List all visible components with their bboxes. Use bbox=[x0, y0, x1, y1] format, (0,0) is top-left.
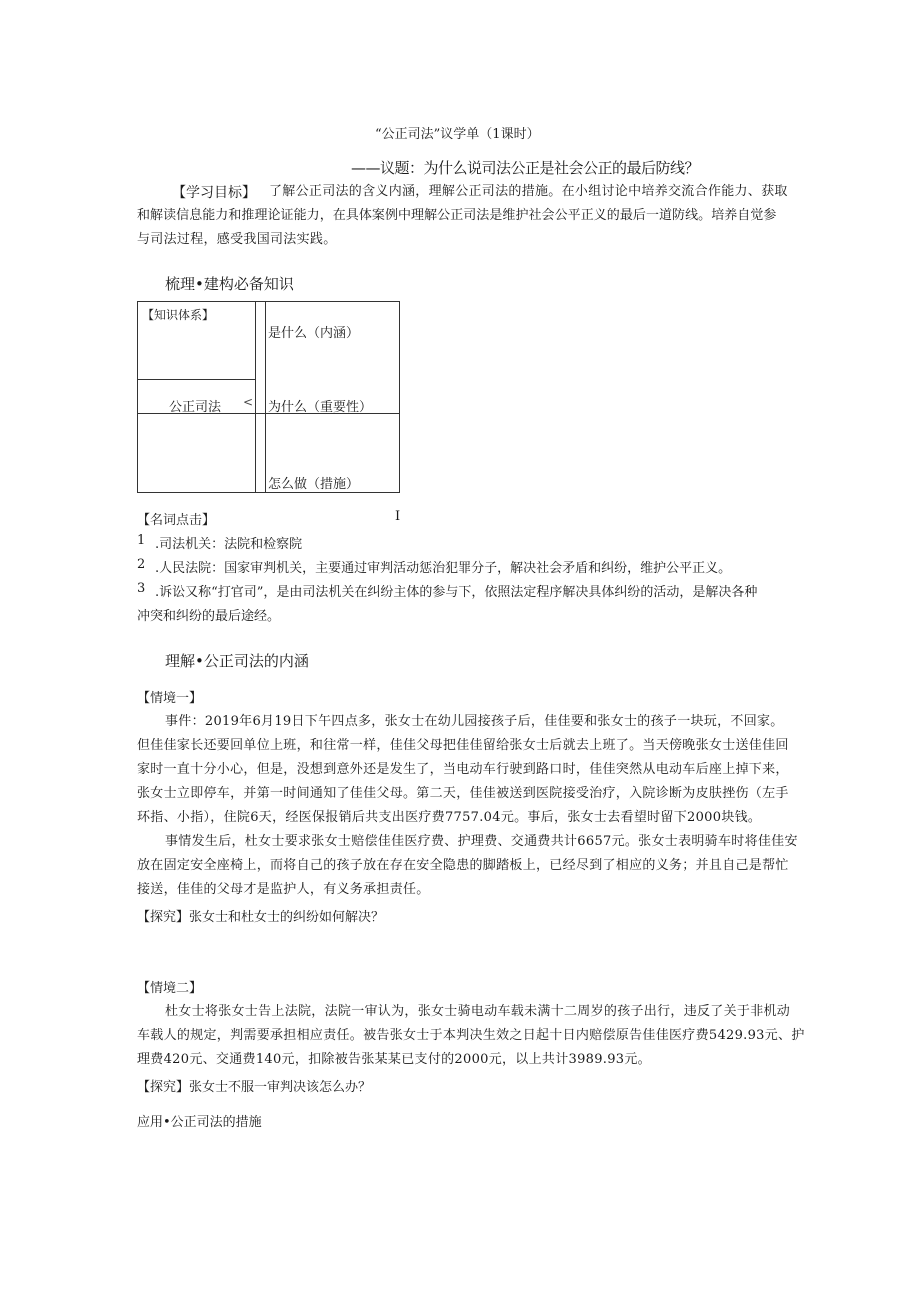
case2-label: 【情境二】 bbox=[137, 981, 203, 996]
term-number: 2 bbox=[137, 557, 146, 572]
term-number: 1 bbox=[137, 533, 146, 548]
case1-label: 【情境一】 bbox=[137, 691, 203, 706]
terms-label: 【名词点击】 bbox=[137, 513, 216, 528]
term-number: 3 bbox=[137, 581, 146, 596]
section-heading-2: 理解•公正司法的内涵 bbox=[165, 652, 309, 670]
goal-line-2: 和解读信息能力和推理论证能力，在具体案例中理解公正司法是维护社会公平正义的最后一道防线。培养自觉参 bbox=[137, 208, 777, 223]
doc-title: “公正司法”议学单（1课时） bbox=[375, 127, 540, 142]
terms-bar: I bbox=[395, 509, 401, 524]
goal-label: 【学习目标】 bbox=[172, 185, 256, 201]
table-hline-1 bbox=[138, 379, 256, 380]
case1-line: 但佳佳家长还要回单位上班，和往常一样，佳佳父母把佳佳留给张女士后就去上班了。当天傍晚张女士送佳佳回 bbox=[137, 738, 789, 753]
goal-line-3: 与司法过程，感受我国司法实践。 bbox=[137, 232, 337, 247]
case1-line: 放在固定安全座椅上，而将自己的孩子放在存在安全隐患的脚踏板上，已经尽到了相应的义务；并且自己是帮忙 bbox=[137, 858, 789, 873]
question-1: 【探究】张女士和杜女士的纠纷如何解决？ bbox=[137, 910, 385, 925]
doc-subtitle: ——议题：为什么说司法公正是社会公正的最后防线？ bbox=[351, 159, 700, 177]
term-text: .司法机关：法院和检察院 bbox=[155, 537, 303, 552]
table-divider-right bbox=[265, 302, 266, 492]
case2-line: 理费420元、交通费140元，扣除被告张某某已支付的2000元，以上共计3989.93元。 bbox=[137, 1052, 651, 1067]
case1-line: 事情发生后，杜女士要求张女士赔偿佳佳医疗费、护理费、交通费共计6657元。张女士表明骑车时将佳佳安 bbox=[165, 834, 798, 849]
case2-line: 车载人的规定，判需要承担相应责任。被告张女士于本判决生效之日起十日内赔偿原告佳佳医疗费5429.93元、护 bbox=[137, 1028, 805, 1043]
term-text: .诉讼又称“打官司”，是由司法机关在纠纷主体的参与下，依照法定程序解决具体纠纷的活动，是解决各种 bbox=[155, 585, 758, 600]
question-2: 【探究】张女士不服一审判决该怎么办？ bbox=[137, 1080, 372, 1095]
case1-line: 环指、小指），住院6天，经医保报销后共支出医疗费7757.04元。事后，张女士去看望时留下2000块钱。 bbox=[137, 810, 762, 825]
goal-line-1: 了解公正司法的含义内涵，理解公正司法的措施。在小组讨论中培养交流合作能力、获取 bbox=[269, 184, 788, 199]
knowledge-table bbox=[137, 301, 400, 493]
case1-line: 张女士立即停车，并第一时间通知了佳佳父母。第二天，佳佳被送到医院接受治疗，入院诊断为皮肤挫伤（左手 bbox=[137, 786, 789, 801]
section-heading-3: 应用•公正司法的措施 bbox=[137, 1115, 262, 1130]
arrow-left-icon: < bbox=[243, 395, 254, 409]
case1-line: 接送，佳佳的父母才是监护人，有义务承担责任。 bbox=[137, 882, 430, 897]
table-header: 【知识体系】 bbox=[142, 308, 215, 322]
table-center-label: 公正司法 bbox=[169, 400, 222, 415]
section-heading-1: 梳理•建构必备知识 bbox=[165, 275, 294, 293]
table-row-how: 怎么做（措施） bbox=[268, 477, 360, 492]
table-row-why: 为什么（重要性） bbox=[268, 400, 373, 415]
table-divider-left bbox=[255, 302, 256, 492]
term-text-continued: 冲突和纠纷的最后途经。 bbox=[137, 609, 281, 624]
term-text: .人民法院：国家审判机关，主要通过审判活动惩治犯罪分子，解决社会矛盾和纠纷，维护公平正义。 bbox=[155, 561, 732, 576]
case2-line: 杜女士将张女士告上法院，法院一审认为，张女士骑电动车载未满十二周岁的孩子出行，违反了关于非机动 bbox=[165, 1004, 791, 1019]
table-row-what: 是什么（内涵） bbox=[268, 326, 360, 341]
case1-line: 事件：2019年6月19日下午四点多，张女士在幼儿园接孩子后，佳佳要和张女士的孩子一块玩，不回家。 bbox=[165, 714, 784, 729]
case1-line: 家时一直十分小心，但是，没想到意外还是发生了，当电动车行驶到路口时，佳佳突然从电动车后座上掉下来， bbox=[137, 762, 789, 777]
